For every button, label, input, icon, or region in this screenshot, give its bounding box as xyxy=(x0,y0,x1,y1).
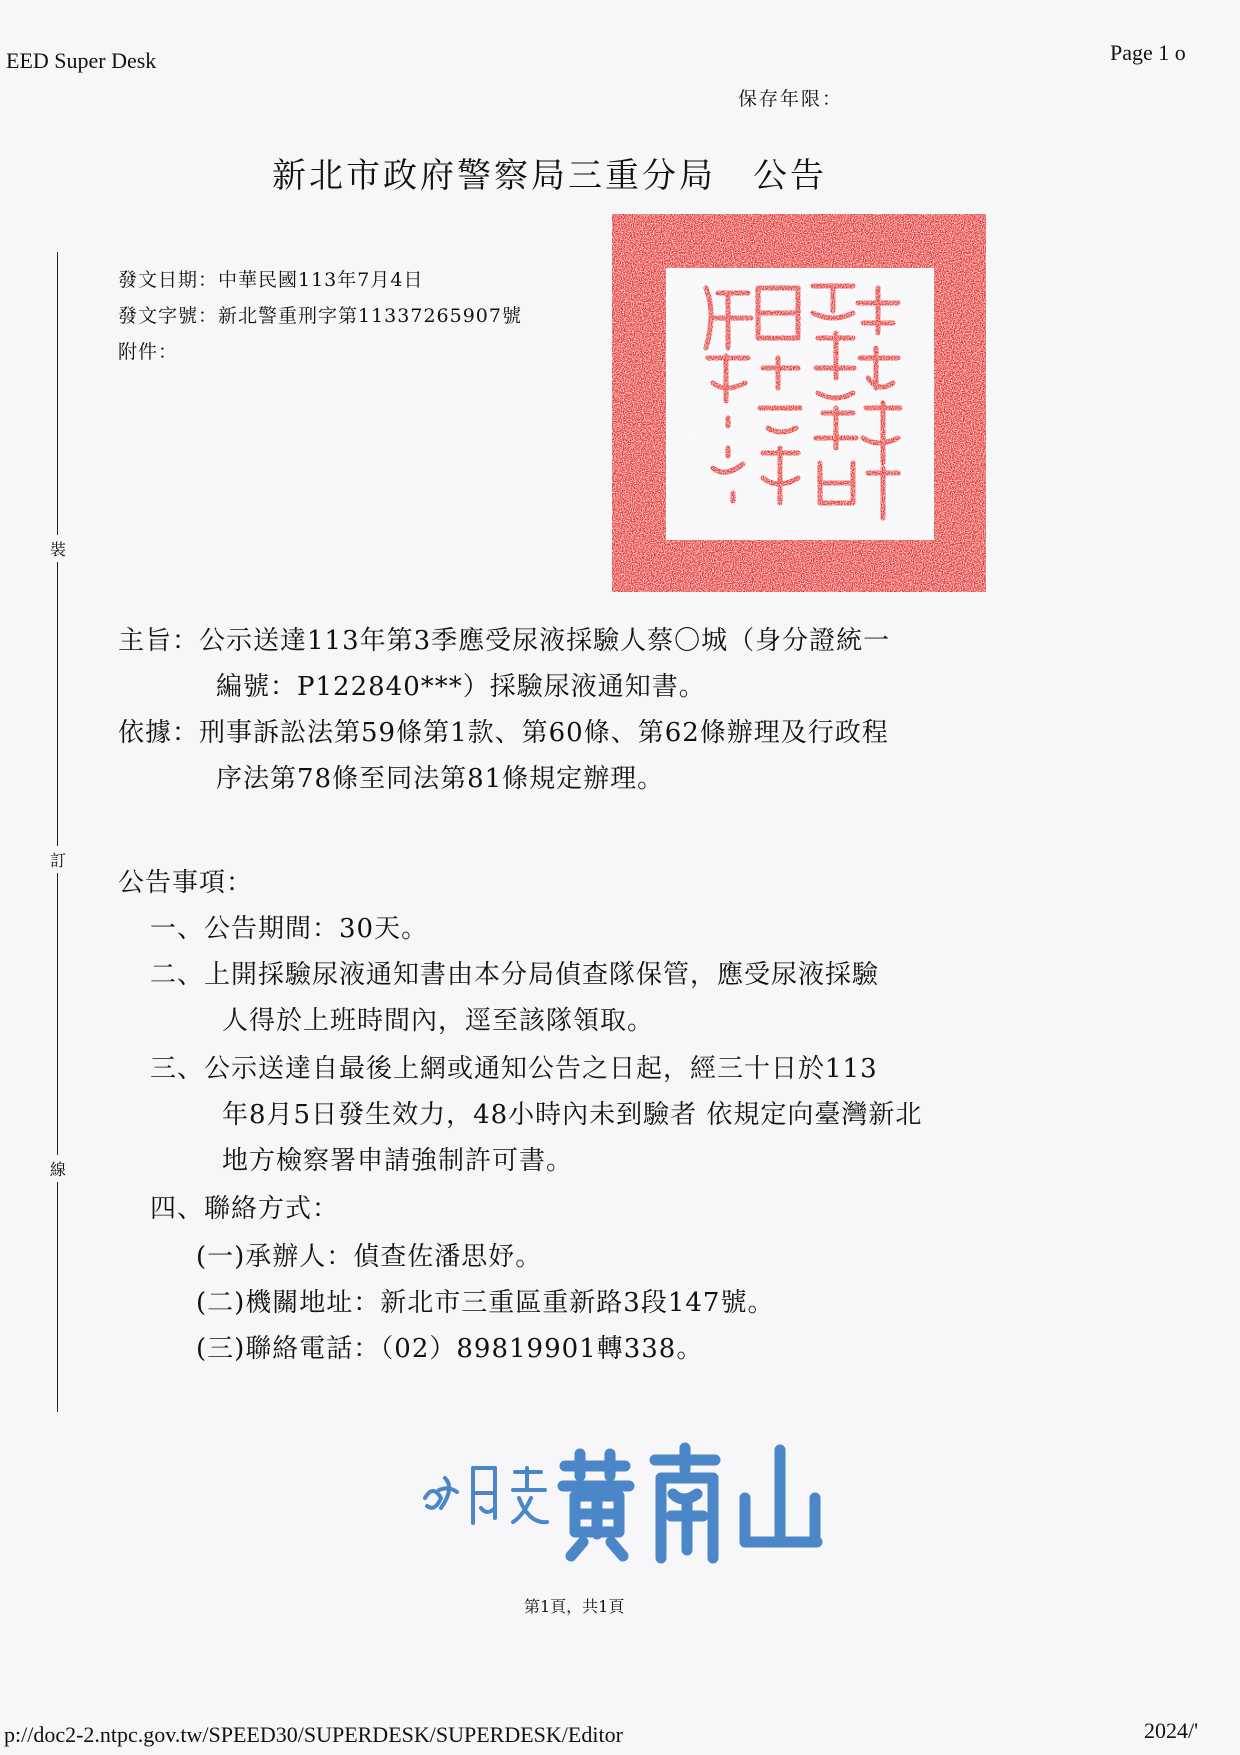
notice-item-1: 一、公告期間：30天。 xyxy=(150,914,429,944)
notice-item-3-line-1: 三、公示送達自最後上網或通知公告之日起，經三十日於113 xyxy=(150,1054,878,1084)
binding-line xyxy=(57,252,58,1412)
contact-phone: (三)聯絡電話：（02）89819901轉338。 xyxy=(196,1334,704,1364)
official-seal xyxy=(608,208,990,596)
page-title: 新北市政府警察局三重分局 公告 xyxy=(272,156,827,196)
director-signature xyxy=(415,1438,835,1568)
notice-item-2-line-2: 人得於上班時間內，逕至該隊領取。 xyxy=(222,1006,655,1036)
binding-mark-3: 線 xyxy=(50,1155,66,1182)
notice-item-3-line-3: 地方檢察署申請強制許可書。 xyxy=(222,1146,574,1176)
page-indicator: Page 1 o xyxy=(1110,40,1186,65)
app-name: EED Super Desk xyxy=(6,48,157,73)
subject-line-2: 編號：P122840***）採驗尿液通知書。 xyxy=(216,672,706,702)
footer-url: p://doc2-2.ntpc.gov.tw/SPEED30/SUPERDESK/SUPERDESK/Editor xyxy=(4,1722,623,1747)
page-number: 第1頁，共1頁 xyxy=(524,1597,625,1616)
attachment-label: 附件： xyxy=(118,341,179,363)
footer-date: 2024/' xyxy=(1144,1718,1199,1743)
notice-heading: 公告事項： xyxy=(118,868,254,898)
basis-line-1: 依據：刑事訴訟法第59條第1款、第60條、第62條辦理及行政程 xyxy=(118,718,889,748)
contact-handler: (一)承辦人：偵查佐潘思妤。 xyxy=(196,1242,543,1272)
binding-mark-2: 訂 xyxy=(50,846,66,873)
notice-item-4: 四、聯絡方式： xyxy=(150,1194,340,1224)
notice-item-2-line-1: 二、上開採驗尿液通知書由本分局偵查隊保管，應受尿液採驗 xyxy=(150,960,880,990)
contact-address: (二)機關地址：新北市三重區重新路3段147號。 xyxy=(196,1288,775,1318)
basis-line-2: 序法第78條至同法第81條規定辦理。 xyxy=(216,764,665,794)
document-number: 發文字號：新北警重刑字第11337265907號 xyxy=(118,305,522,327)
notice-item-3-line-2: 年8月5日發生效力，48小時內未到驗者 依規定向臺灣新北 xyxy=(222,1100,923,1130)
retention-label: 保存年限： xyxy=(738,88,844,110)
issue-date: 發文日期：中華民國113年7月4日 xyxy=(118,269,424,291)
binding-mark-1: 裝 xyxy=(50,535,66,562)
subject-line-1: 主旨：公示送達113年第3季應受尿液採驗人蔡〇城（身分證統一 xyxy=(118,626,891,656)
